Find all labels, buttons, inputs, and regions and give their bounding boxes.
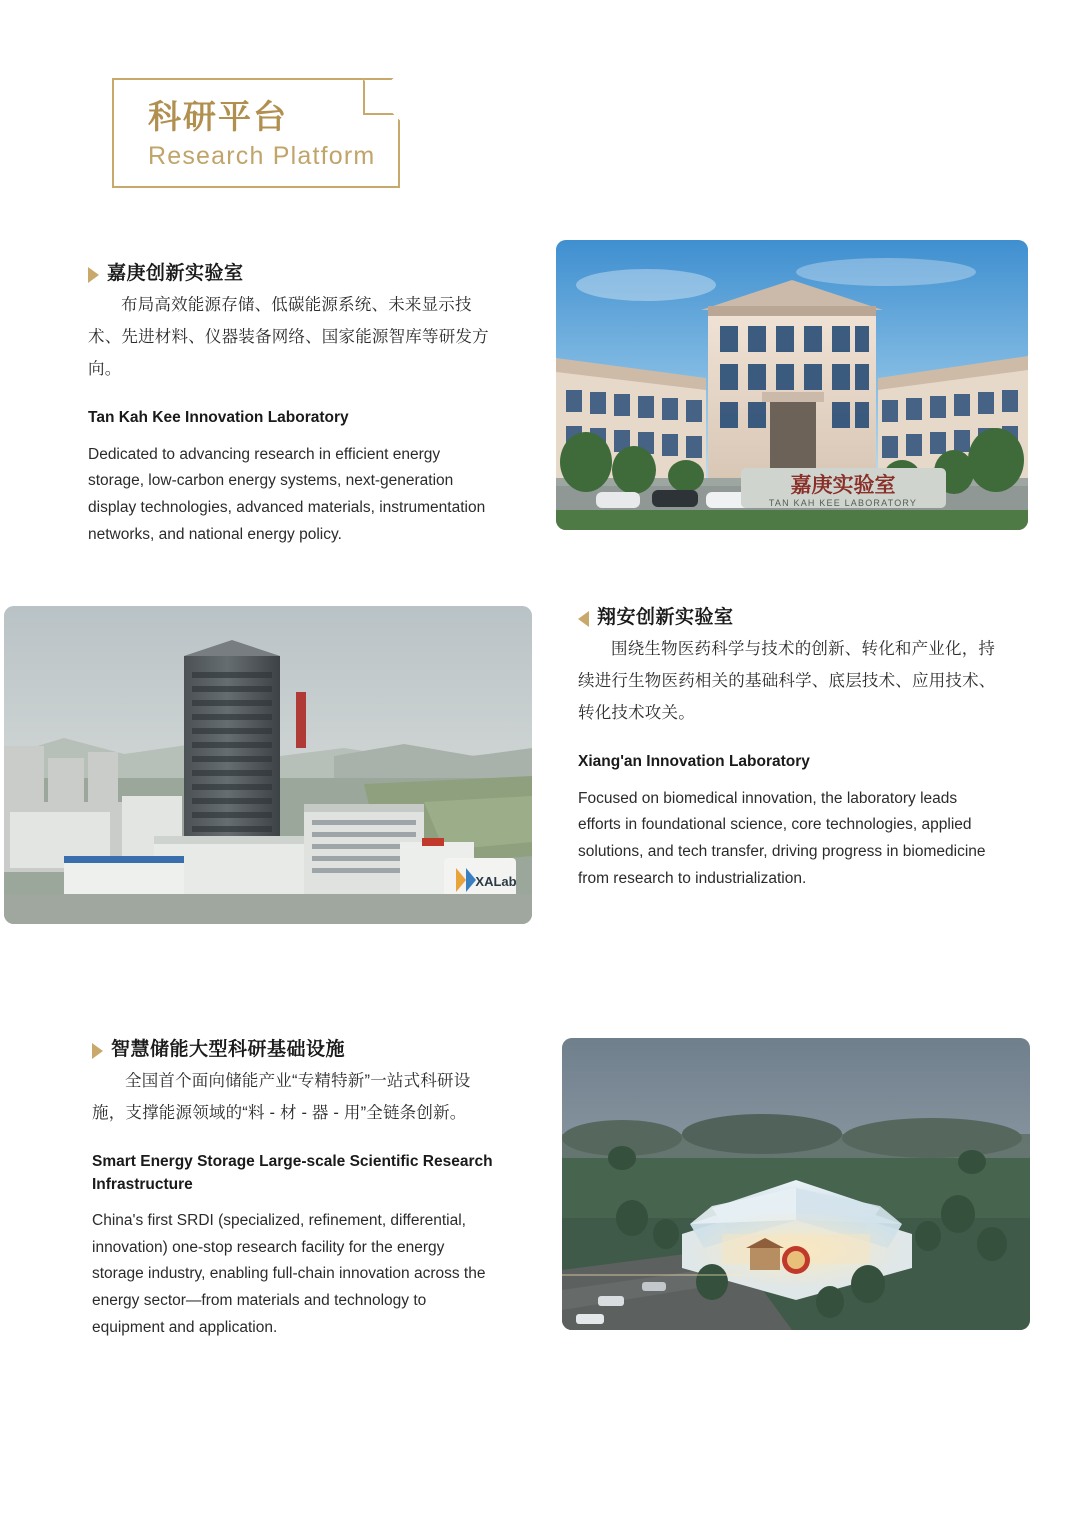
photo-2-graphic [4,606,532,924]
section-text-block [92,1038,500,1341]
photo-1-graphic [556,240,1028,530]
photo-1-caption-en: TAN KAH KEE LABORATORY [768,498,918,508]
section-title-cn: 嘉庚创新实验室 [107,263,244,284]
section-title-cn: 翔安创新实验室 [597,607,734,628]
triangle-right-icon [88,267,99,283]
section-body-cn: 围绕生物医药科学与技术的创新、转化和产业化，持续进行生物医药相关的基础科学、底层技术、应用技术、转化技术攻关。 [578,639,996,723]
photo-2-caption-en: XALab [475,874,517,889]
section-tan-kah-kee [0,240,1080,570]
section-smart-energy-storage [0,1020,1080,1440]
section-title-row [578,606,998,631]
photo-tan-kah-kee-laboratory [556,240,1028,530]
header-text-group [148,96,448,173]
section-title-en: Tan Kah Kee Innovation Laboratory [88,409,349,427]
triangle-right-icon [92,1043,103,1059]
section-body-cn: 全国首个面向储能产业“专精特新”一站式科研设施，支撑能源领域的“料 - 材 - 器 - 用”全链条创新。 [92,1071,471,1122]
photo-xiangan-laboratory [4,606,532,924]
section-xiangan [0,596,1080,936]
section-title-row [92,1038,500,1063]
photo-1-caption-cn: 嘉庚实验室 [790,474,896,497]
photo-smart-energy-storage-facility [562,1038,1030,1330]
section-body-en: Focused on biomedical innovation, the laboratory leads efforts in foundational science, core technologies, applied solutions, and tech transfer, driving progress in biomedicine from research to industrialization. [578,789,986,887]
section-body-en: Dedicated to advancing research in efficient energy storage, low-carbon energy systems, next-generation display technologies, advanced materials, instrumentation networks, and national energy policy. [88,445,486,543]
section-title-row [88,262,500,287]
page-title: 科研平台 [148,98,288,135]
section-body-cn: 布局高效能源存储、低碳能源系统、未来显示技术、先进材料、仪器装备网络、国家能源智库等研发方向。 [88,295,489,379]
section-title-en: Xiang'an Innovation Laboratory [578,753,810,771]
photo-3-graphic [562,1038,1030,1330]
section-text-block [578,606,998,892]
triangle-left-icon [578,611,589,627]
section-body-en: China's first SRDI (specialized, refinement, differential, innovation) one-stop research facility for the energy storage industry, enabling full-chain innovation across the energy sector—from materials and technology to equipment and application. [92,1211,486,1336]
page-subtitle: Research Platform [148,142,376,171]
section-text-block [88,262,500,548]
section-title-en: Smart Energy Storage Large-scale Scientific Research Infrastructure [92,1153,493,1193]
section-title-cn: 智慧储能大型科研基础设施 [111,1039,346,1060]
page-header [112,78,402,190]
